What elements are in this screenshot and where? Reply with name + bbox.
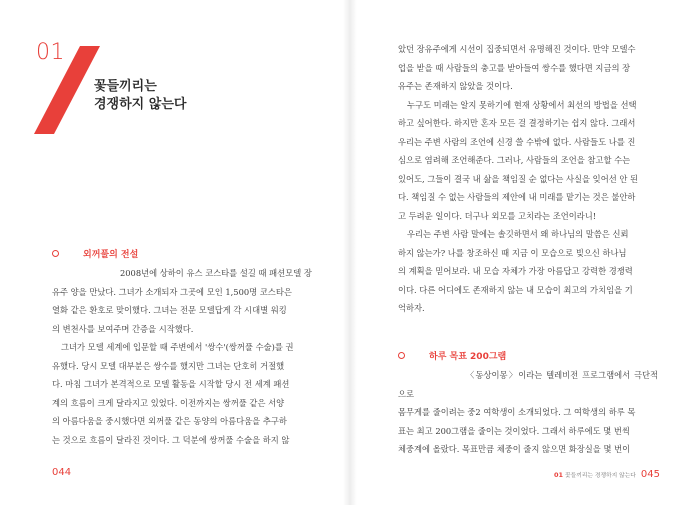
- text-line: 있어도, 그들이 결국 내 삶을 책임질 순 없다는 사실을 잊어선 안 된: [398, 173, 639, 184]
- chapter-number: 01: [36, 40, 65, 65]
- right-page: [350, 0, 700, 505]
- text-line: 다. 책임질 수 없는 사람들의 제안에 내 미래를 맡기는 것은 불안하: [398, 192, 636, 202]
- text-line: 았던 장유주에게 시선이 집중되면서 유명해진 것이다. 만약 모델수: [398, 44, 636, 54]
- text-line: 의 아름다움을 중시했다면 외꺼풀 같은 동양의 아름다움을 추구하: [52, 416, 287, 426]
- section-title-2: 하루 목표 200그램: [429, 352, 507, 362]
- text-line: 의 계획을 믿어보라. 내 모습 자체가 가장 아름답고 강력한 경쟁력: [398, 266, 633, 276]
- running-head: [554, 469, 660, 480]
- text-line: 2008년에 상하이 유스 코스타를 설길 때 패션모델 장: [120, 268, 312, 278]
- text-line: 그녀가 모델 세계에 입문할 때 주변에서 '쌍수'(쌍꺼풀 수술)를 권: [61, 342, 294, 352]
- text-line: 계의 흐름이 크게 달라지고 있었다. 이전까지는 쌍꺼풀 같은 서양: [52, 397, 285, 408]
- text-line: 유주는 존재하지 않았을 것이다.: [398, 81, 513, 91]
- chapter-title: [94, 78, 186, 114]
- section-title-1: 외꺼풀의 전설: [83, 250, 139, 260]
- text-line: 몸무게를 줄이려는 중2 여학생이 소개되었다. 그 여학생의 하루 목: [398, 407, 636, 417]
- text-line: 〈동상이몽〉이라는 텔레비전 프로그램에서 극단적으로: [398, 370, 658, 399]
- text-line: 열화 같은 환호로 맞이했다. 그녀는 전문 모델답게 각 시대별 워킹: [52, 305, 287, 315]
- section-heading-2: [398, 349, 506, 362]
- text-line: 표는 최고 200그램을 줄이는 것이었다. 그래서 하루에도 몇 번씩: [398, 425, 630, 436]
- text-line: 하고 싶어한다. 하지만 혼자 모든 걸 결정하기는 쉽지 않다. 그래서: [398, 118, 636, 128]
- running-head-title: 꽃들끼리는 경쟁하지 않는다: [565, 473, 636, 479]
- text-line: 는 것으로 흐름이 달라진 것이다. 그 덕분에 쌍꺼풀 수술을 하지 않: [52, 434, 290, 445]
- chapter-title-line-1: 꽃들끼리는: [94, 79, 157, 94]
- left-body-text: [52, 264, 312, 449]
- running-head-chapter-number: 01: [553, 471, 564, 479]
- text-line: 우리는 주변 사람 말에는 솔깃하면서 왜 하나님의 말씀은 신뢰: [407, 229, 629, 239]
- text-line: 다. 마침 그녀가 본격적으로 모델 활동을 시작할 당시 전 세계 패션: [52, 379, 290, 389]
- text-line: 체중계에 올랐다. 목표만큼 체중이 줄지 않으면 화장실을 몇 번이: [398, 444, 631, 454]
- text-line: 이다. 다른 어디에도 존재하지 않는 내 모습이 최고의 가치임을 기: [398, 284, 633, 295]
- text-line: 유했다. 당시 모델 대부분은 쌍수를 했지만 그녀는 단호히 거절했: [52, 360, 285, 371]
- text-line: 고 두려운 일이다. 더구나 외모를 고치라는 조언이라니!: [398, 210, 597, 221]
- right-page-number: 045: [640, 469, 660, 480]
- text-line: 심으로 염려해 조언해준다. 그러나, 사람들의 조언을 참고할 수는: [398, 155, 631, 165]
- chapter-title-line-2: 경쟁하지 않는다: [94, 97, 187, 112]
- text-line: 하지 않는가? 나를 창조하신 때 지금 이 모습으로 빚으신 하나님: [398, 247, 627, 258]
- right-section-body: [398, 366, 658, 459]
- text-line: 누구도 미래는 알지 못하기에 현재 상황에서 최선의 방법을 선택: [407, 99, 637, 110]
- section-heading-1: [52, 247, 138, 260]
- text-line: 억하자.: [398, 303, 425, 313]
- text-line: 유주 양을 만났다. 그녀가 소개되자 그곳에 모인 1,500명 코스타은: [52, 286, 292, 297]
- text-line: 의 변천사를 보여주며 간증을 시작했다.: [52, 323, 194, 334]
- circle-bullet-icon: [398, 352, 405, 359]
- right-body-text: [398, 40, 658, 318]
- text-line: 우리는 주변 사람의 조언에 신경 쓸 수밖에 없다. 사람들도 나를 진: [398, 136, 636, 147]
- circle-bullet-icon: [52, 250, 59, 257]
- left-page-number: 044: [52, 467, 72, 478]
- text-line: 업을 받을 때 사람들의 충고를 받아들여 쌍수를 했다면 지금의 장: [398, 62, 631, 73]
